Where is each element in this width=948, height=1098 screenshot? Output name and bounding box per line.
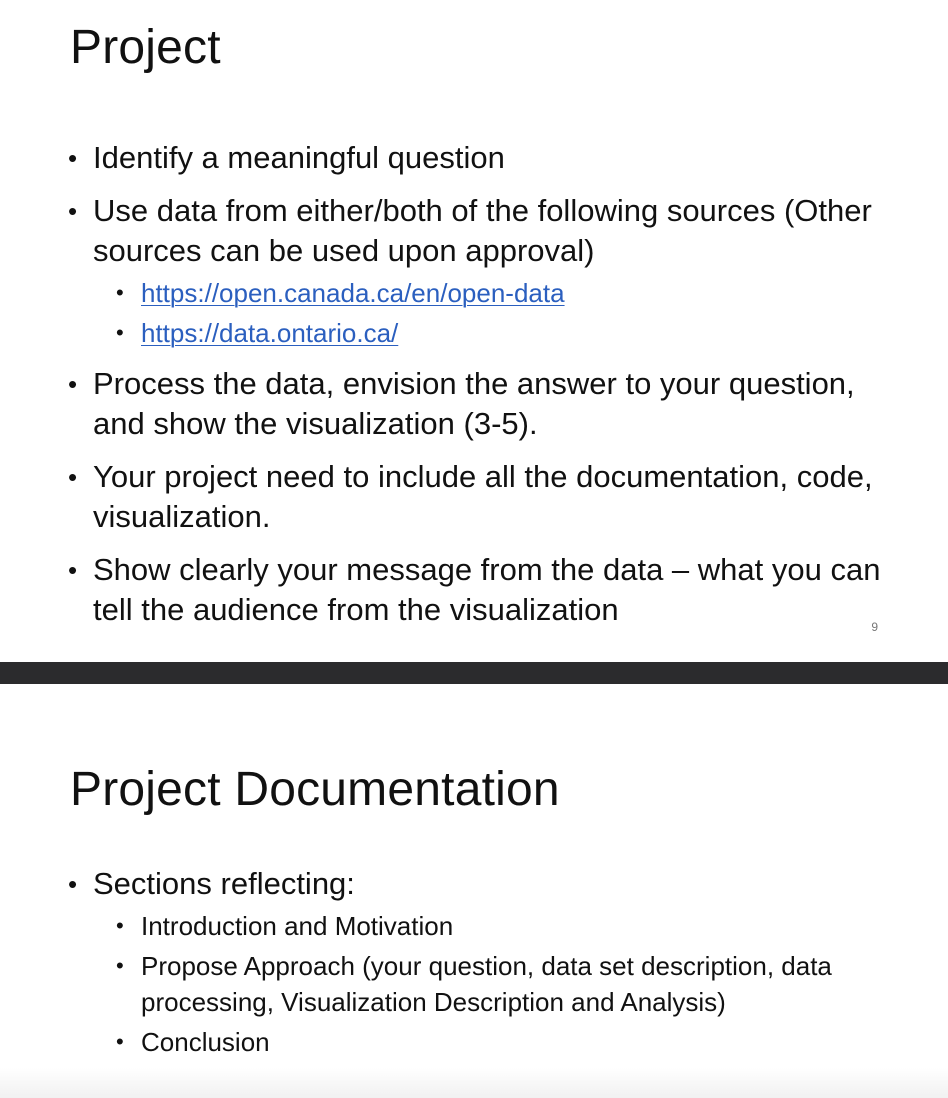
bullet-text: Sections reflecting: — [93, 866, 355, 901]
bullet-item — [68, 191, 908, 351]
bullet-text: Process the data, envision the answer to your question, and show the visualization (3-5). — [93, 366, 855, 441]
bullet-icon: • — [68, 462, 78, 492]
link-open-canada[interactable]: https://open.canada.ca/en/open-data — [141, 278, 565, 308]
slide-project-documentation — [0, 684, 948, 1098]
sub-bullet-item — [116, 948, 908, 1020]
bullet-icon: • — [68, 143, 78, 173]
slide-page-number: 9 — [871, 620, 878, 634]
bullet-icon: • — [68, 196, 78, 226]
bullet-item — [68, 550, 908, 630]
bullet-item — [68, 457, 908, 537]
bullet-list — [68, 864, 908, 1073]
link-data-ontario[interactable]: https://data.ontario.ca/ — [141, 318, 399, 348]
sub-bullet-list — [116, 275, 908, 351]
bullet-icon: • — [68, 869, 78, 899]
sub-bullet-text: Propose Approach (your question, data set description, data processing, Visualization Description and Analysis) — [141, 951, 832, 1017]
sub-bullet-text: Conclusion — [141, 1027, 270, 1057]
sub-bullet-item — [116, 275, 908, 311]
sub-bullet-list — [116, 908, 908, 1060]
bullet-icon: • — [116, 1029, 124, 1054]
bullet-text: Your project need to include all the documentation, code, visualization. — [93, 459, 873, 534]
sub-bullet-item — [116, 1024, 908, 1060]
bullet-item — [68, 138, 908, 178]
bullet-icon: • — [116, 320, 124, 345]
sub-bullet-item — [116, 315, 908, 351]
bullet-icon: • — [116, 280, 124, 305]
bullet-list — [68, 138, 908, 643]
bullet-icon: • — [116, 953, 124, 978]
sub-bullet-text: Introduction and Motivation — [141, 911, 454, 941]
bullet-icon: • — [68, 369, 78, 399]
bullet-item — [68, 864, 908, 1060]
bullet-text: Identify a meaningful question — [93, 140, 505, 175]
slide-title: Project — [70, 21, 221, 74]
bullet-text: Show clearly your message from the data – what you can tell the audience from the visualization — [93, 552, 881, 627]
slide-title: Project Documentation — [70, 763, 560, 816]
bullet-text: Use data from either/both of the following sources (Other sources can be used upon approval) — [93, 193, 872, 268]
bullet-icon: • — [68, 555, 78, 585]
sub-bullet-item — [116, 908, 908, 944]
slide-divider — [0, 662, 948, 684]
bullet-icon: • — [116, 913, 124, 938]
bullet-item — [68, 364, 908, 444]
